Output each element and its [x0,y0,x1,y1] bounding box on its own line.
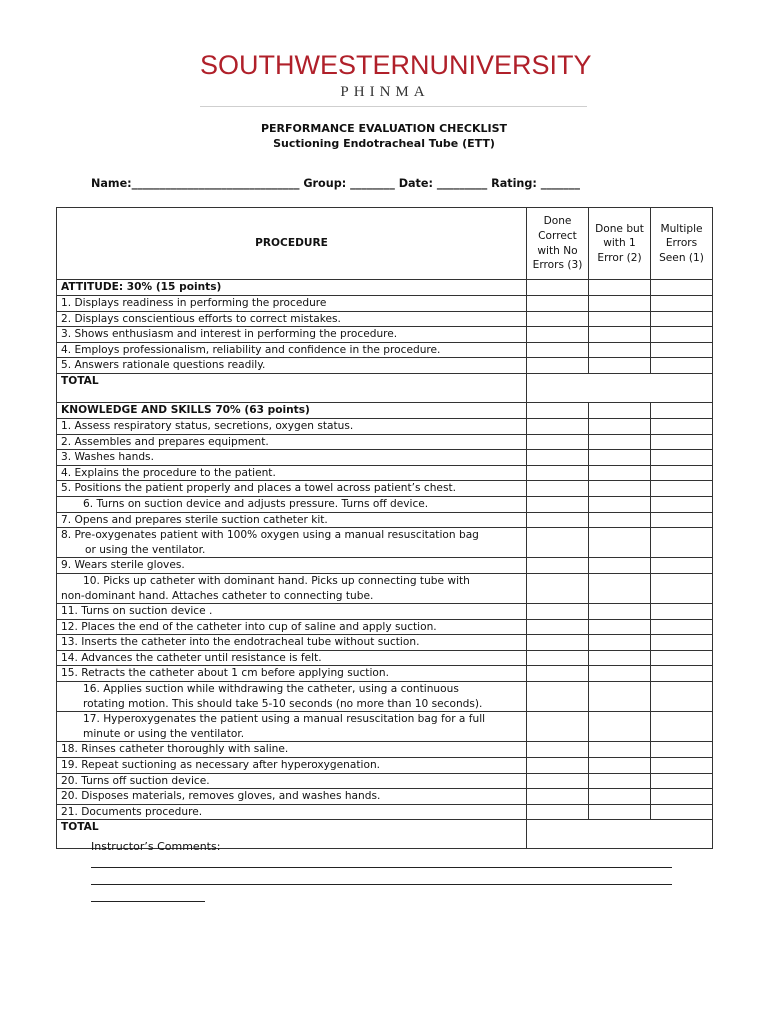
rating-cell[interactable] [651,512,713,528]
comment-line[interactable] [91,901,205,902]
page-heading [0,121,768,151]
rating-cell[interactable] [651,666,713,682]
procedure-item: 4. Employs professionalism, reliability and confidence in the procedure. [57,342,527,358]
rating-cell[interactable] [589,358,651,374]
attitude-section-row [57,280,713,296]
procedure-item: 13. Inserts the catheter into the endotracheal tube without suction. [57,635,527,651]
rating-cell[interactable] [527,558,589,574]
table-row [57,742,713,758]
table-row [57,666,713,682]
rating-cell[interactable] [527,804,589,820]
rating-cell[interactable] [527,773,589,789]
table-row [57,758,713,774]
logo-divider [200,106,587,107]
table-row [57,296,713,312]
skills-header: KNOWLEDGE AND SKILLS 70% (63 points) [57,402,527,418]
university-logo [200,50,592,100]
rating-cell[interactable] [651,758,713,774]
rating-cell[interactable] [651,496,713,512]
rating-cell[interactable] [589,512,651,528]
logo-name: SOUTHWESTERNUNIVERSITY [200,50,592,80]
rating-cell[interactable] [589,418,651,434]
comment-line[interactable] [91,867,672,868]
rating-cell[interactable] [527,635,589,651]
procedure-item-line: 16. Applies suction while withdrawing the catheter, using a continuous [83,683,459,696]
page-subtitle: Suctioning Endotracheal Tube (ETT) [273,137,495,150]
comment-line[interactable] [91,884,672,885]
rating-cell[interactable] [651,465,713,481]
total-label: TOTAL [57,373,527,402]
procedure-item: 11. Turns on suction device . [57,604,527,620]
table-row [57,573,713,603]
rating-cell[interactable] [589,758,651,774]
procedure-item-line: 17. Hyperoxygenates the patient using a manual resuscitation bag for a full [83,713,486,726]
procedure-header: PROCEDURE [57,208,527,280]
procedure-item: 1. Displays readiness in performing the procedure [57,296,527,312]
table-row [57,558,713,574]
procedure-item: 7. Opens and prepares sterile suction catheter kit. [57,512,527,528]
table-row [57,604,713,620]
rating-cell[interactable] [589,789,651,805]
rating-cell[interactable] [589,327,651,343]
table-row [57,496,713,512]
procedure-item: 3. Washes hands. [57,450,527,466]
rating-cell[interactable] [527,342,589,358]
rating-cell[interactable] [527,418,589,434]
rating-cell[interactable] [651,481,713,497]
rating-cell[interactable] [527,789,589,805]
page-title: PERFORMANCE EVALUATION CHECKLIST [260,122,508,135]
rating-cell[interactable] [589,434,651,450]
rating-cell[interactable] [527,311,589,327]
rating-cell[interactable] [651,418,713,434]
procedure-item-line: 8. Pre-oxygenates patient with 100% oxygen using a manual resuscitation bag [61,529,479,542]
rating-cell[interactable] [527,327,589,343]
rating-cell[interactable] [589,528,651,558]
procedure-item: 20. Disposes materials, removes gloves, and washes hands. [57,789,527,805]
rating-cell[interactable] [527,402,589,418]
rating-cell[interactable] [527,296,589,312]
rating-cell[interactable] [527,358,589,374]
rating-cell[interactable] [651,619,713,635]
rating-cell[interactable] [651,342,713,358]
rating-cell[interactable] [527,619,589,635]
procedure-item [57,712,527,742]
table-row [57,635,713,651]
table-row [57,512,713,528]
rating-cell[interactable] [589,496,651,512]
procedure-item [57,682,527,712]
rating-cell[interactable] [527,742,589,758]
rating-cell[interactable] [651,450,713,466]
attitude-header: ATTITUDE: 30% (15 points) [57,280,527,296]
procedure-item: 12. Places the end of the catheter into cup of saline and apply suction. [57,619,527,635]
rating-cell[interactable] [589,604,651,620]
rating-cell[interactable] [651,402,713,418]
rating-cell[interactable] [589,450,651,466]
rating-cell[interactable] [589,773,651,789]
procedure-item: 2. Displays conscientious efforts to correct mistakes. [57,311,527,327]
rating-cell[interactable] [651,635,713,651]
rating-cell[interactable] [589,465,651,481]
rating-cell[interactable] [651,528,713,558]
table-row [57,481,713,497]
rating-cell[interactable] [651,604,713,620]
procedure-item: 21. Documents procedure. [57,804,527,820]
procedure-item: 19. Repeat suctioning as necessary after hyperoxygenation. [57,758,527,774]
procedure-item: 14. Advances the catheter until resistance is felt. [57,650,527,666]
rating-cell[interactable] [589,481,651,497]
rating-cell[interactable] [527,666,589,682]
rating-cell[interactable] [589,296,651,312]
rating-cell[interactable] [527,280,589,296]
rating-header-1: Multiple Errors Seen (1) [651,208,713,280]
rating-cell[interactable] [589,573,651,603]
rating-cell[interactable] [651,650,713,666]
rating-cell[interactable] [527,434,589,450]
rating-cell[interactable] [527,496,589,512]
table-row [57,342,713,358]
procedure-item-line: non-dominant hand. Attaches catheter to connecting tube. [61,589,374,602]
skills-section-row [57,402,713,418]
student-info-line: Name:______________________________ Group: ________ Date: _________ Rating: _______ [91,177,580,190]
table-row [57,358,713,374]
total-label: TOTAL [57,820,527,849]
rating-cell[interactable] [651,573,713,603]
rating-cell[interactable] [589,311,651,327]
table-row [57,465,713,481]
procedure-item: 9. Wears sterile gloves. [57,558,527,574]
rating-cell[interactable] [527,465,589,481]
rating-cell[interactable] [651,682,713,712]
table-row [57,327,713,343]
procedure-item-line: 10. Picks up catheter with dominant hand. Picks up connecting tube with [83,574,470,587]
table-row [57,712,713,742]
table-row [57,434,713,450]
table-row [57,804,713,820]
rating-cell[interactable] [527,481,589,497]
rating-cell[interactable] [589,804,651,820]
procedure-item: 5. Answers rationale questions readily. [57,358,527,374]
rating-cell[interactable] [527,682,589,712]
rating-cell[interactable] [589,666,651,682]
rating-cell[interactable] [589,635,651,651]
rating-cell[interactable] [589,280,651,296]
table-row [57,619,713,635]
logo-sub: PHINMA [340,84,430,100]
procedure-item [57,573,527,603]
table-row [57,528,713,558]
rating-cell[interactable] [651,804,713,820]
evaluation-checklist-table [56,207,713,849]
rating-cell[interactable] [527,573,589,603]
rating-cell[interactable] [651,773,713,789]
rating-header-2: Done but with 1 Error (2) [589,208,651,280]
rating-header-3: Done Correct with No Errors (3) [527,208,589,280]
rating-cell[interactable] [651,789,713,805]
rating-cell[interactable] [589,742,651,758]
rating-cell[interactable] [651,280,713,296]
rating-cell[interactable] [651,311,713,327]
table-row [57,682,713,712]
table-header-row [57,208,713,280]
table-row [57,450,713,466]
rating-cell[interactable] [651,712,713,742]
rating-cell[interactable] [651,358,713,374]
procedure-item-line: or using the ventilator. [85,543,206,556]
rating-cell[interactable] [651,558,713,574]
rating-cell[interactable] [527,528,589,558]
rating-cell[interactable] [651,742,713,758]
rating-cell[interactable] [527,604,589,620]
rating-cell[interactable] [589,402,651,418]
rating-cell[interactable] [589,712,651,742]
procedure-item: 2. Assembles and prepares equipment. [57,434,527,450]
rating-cell[interactable] [527,650,589,666]
procedure-item: 1. Assess respiratory status, secretions, oxygen status. [57,418,527,434]
rating-cell[interactable] [651,434,713,450]
rating-cell[interactable] [527,512,589,528]
skills-total-cell[interactable] [527,820,713,849]
rating-cell[interactable] [589,558,651,574]
rating-cell[interactable] [589,682,651,712]
table-row [57,650,713,666]
procedure-item: 18. Rinses catheter thoroughly with saline. [57,742,527,758]
table-row [57,311,713,327]
table-row [57,789,713,805]
rating-cell[interactable] [527,758,589,774]
rating-cell[interactable] [527,450,589,466]
instructor-comments-label: Instructor’s Comments: [91,840,221,853]
rating-cell[interactable] [527,712,589,742]
rating-cell[interactable] [589,650,651,666]
procedure-item: 15. Retracts the catheter about 1 cm before applying suction. [57,666,527,682]
procedure-item-line: minute or using the ventilator. [83,727,245,740]
procedure-item: 5. Positions the patient properly and places a towel across patient’s chest. [57,481,527,497]
table-row [57,418,713,434]
rating-cell[interactable] [589,342,651,358]
table-row [57,773,713,789]
rating-cell[interactable] [651,296,713,312]
attitude-total-cell[interactable] [527,373,713,402]
rating-cell[interactable] [651,327,713,343]
procedure-item: 3. Shows enthusiasm and interest in performing the procedure. [57,327,527,343]
rating-cell[interactable] [589,619,651,635]
procedure-item: 4. Explains the procedure to the patient. [57,465,527,481]
procedure-item: 20. Turns off suction device. [57,773,527,789]
attitude-total-row [57,373,713,402]
procedure-item-line: rotating motion. This should take 5-10 seconds (no more than 10 seconds). [83,697,483,710]
procedure-item [57,528,527,558]
procedure-item: 6. Turns on suction device and adjusts pressure. Turns off device. [57,496,527,512]
